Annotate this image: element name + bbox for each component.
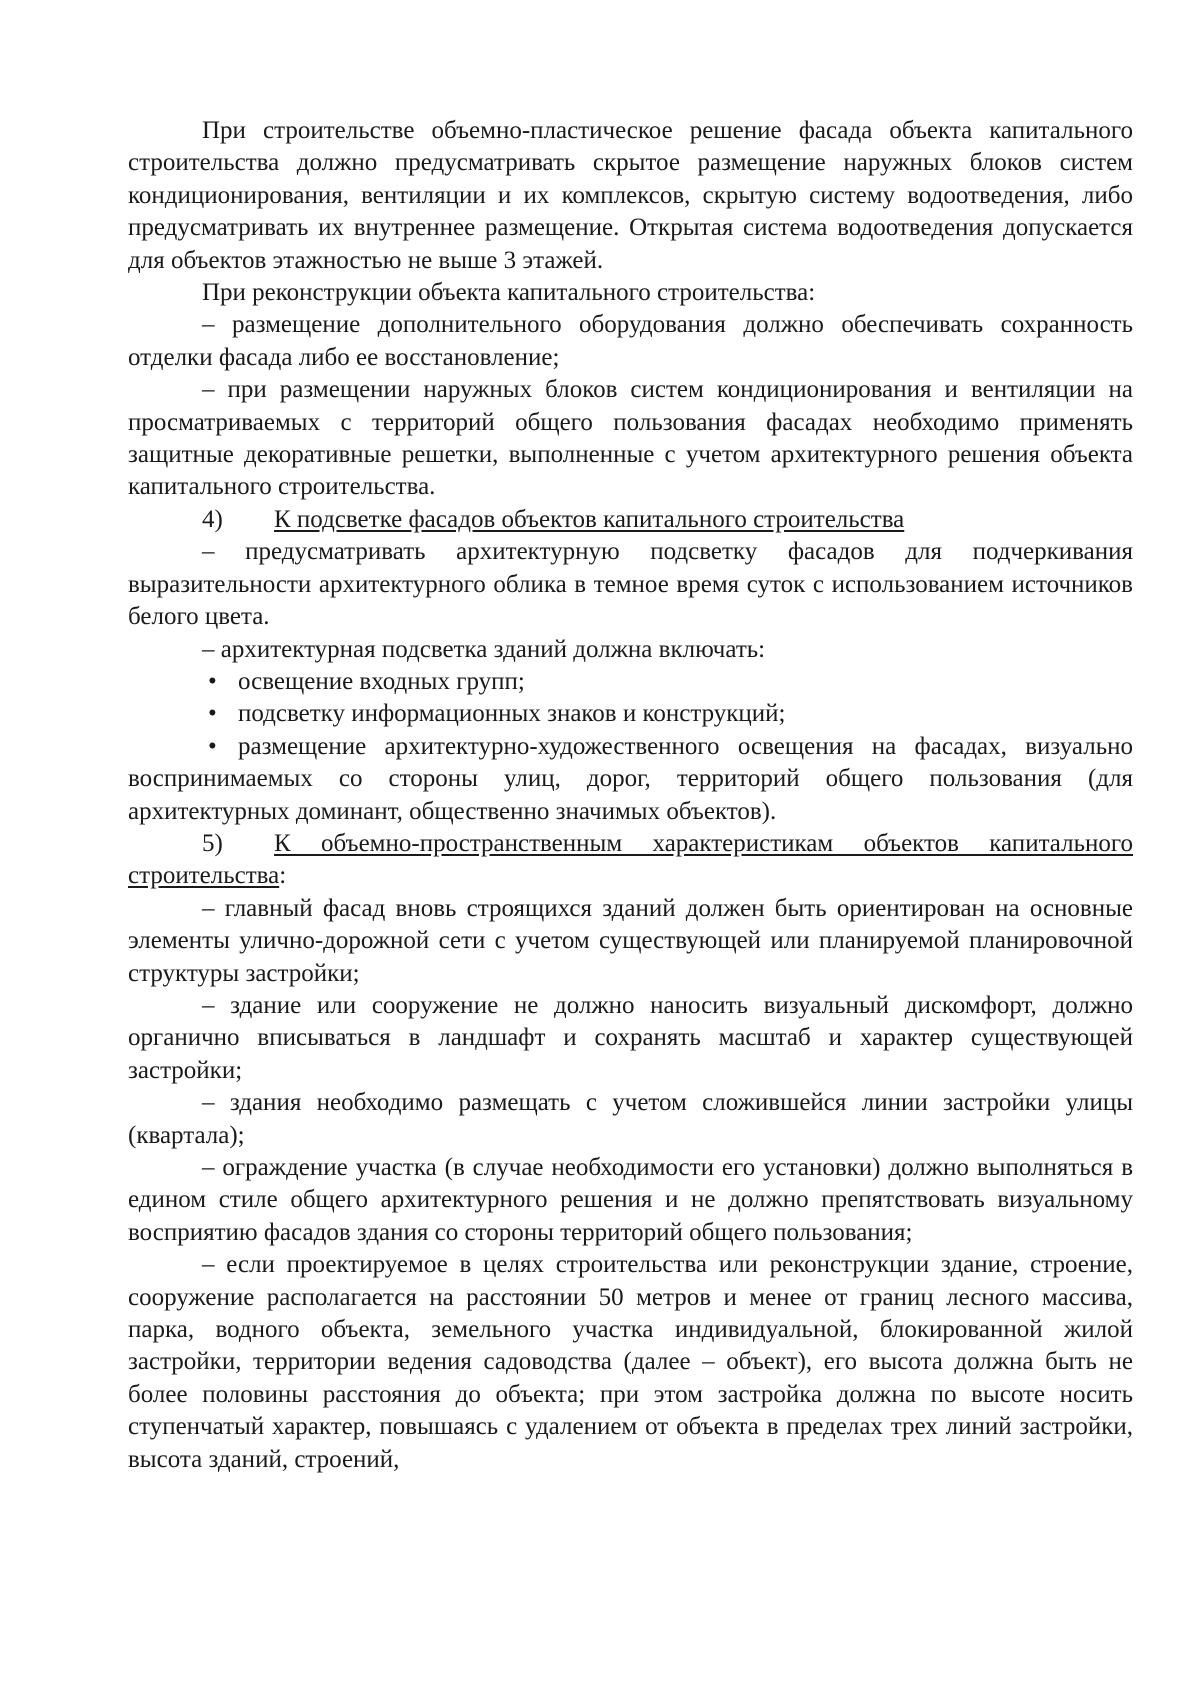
bullet-icon: •: [208, 732, 217, 760]
section-title-suffix: :: [279, 862, 287, 890]
bullet-icon: •: [208, 700, 217, 728]
bullet-item-1: [128, 666, 1133, 698]
bullet-item-3: [128, 731, 1133, 828]
bullet-item-2: [128, 698, 1133, 730]
bullet-text: освещение входных групп;: [238, 667, 525, 695]
paragraph-4: – при размещении наружных блоков систем кондиционирования и вентиляции на просматриваемых с территорий общего пользования фасадах необходимо применять защитные декоративные решетки, выполненные с учетом архитектурного решения объекта капитального строительства.: [128, 376, 1133, 501]
paragraph-5: – предусматривать архитектурную подсветку фасадов для подчеркивания выразительности архитектурного облика в темное время суток с использованием источников белого цвета.: [128, 538, 1133, 631]
section-number: 5): [202, 829, 223, 857]
bullet-text: размещение архитектурно-художественного освещения на фасадах, визуально воспринимаемых со стороны улиц, дорог, территорий общего пользования (для архитектурных доминант, общественно значимых объектов).: [128, 732, 1133, 825]
paragraph-10: – ограждение участка (в случае необходимости его установки) должно выполняться в едином стиле общего архитектурного решения и не должно препятствовать визуальному восприятию фасадов здания со стороны территорий общего пользования;: [128, 1154, 1133, 1246]
paragraph-11: – если проектируемое в целях строительства или реконструкции здание, строение, сооружение располагается на расстоянии 50 метров и менее от границ лесного массива, парка, водного объекта, земельного участка индивидуальной, блокированной жилой застройки, территории ведения садоводства (далее – объект), его высота должна быть не более половины расстояния до объекта; при этом застройка должна по высоте носить ступенчатый характер, повышаясь с удалением от объекта в пределах трех линий застройки, высота зданий, строений,: [128, 1251, 1133, 1473]
paragraph-8: – здание или сооружение не должно наносить визуальный дискомфорт, должно органично вписываться в ландшафт и сохранять масштаб и характер существующей застройки;: [128, 991, 1133, 1084]
bullet-text: подсветку информационных знаков и конструкций;: [238, 700, 786, 728]
section-number: 4): [202, 505, 223, 533]
paragraph-7: – главный фасад вновь строящихся зданий должен быть ориентирован на основные элементы улично-дорожной сети с учетом существующей или планируемой планировочной структуры застройки;: [128, 894, 1133, 987]
paragraph-6: – архитектурная подсветка зданий должна включать:: [202, 635, 766, 663]
section-title: К объемно-пространственным характеристикам объектов капитального строительства: [128, 829, 1133, 890]
section-heading-4: [128, 504, 1133, 536]
bullet-icon: •: [208, 667, 217, 695]
section-heading-5: [128, 828, 1133, 893]
paragraph-1: При строительстве объемно-пластическое решение фасада объекта капитального строительства должно предусматривать скрытое размещение наружных блоков систем кондиционирования, вентиляции и их комплексов, скрытую систему водоотведения, либо предусматривать их внутреннее размещение. Открытая система водоотведения допускается для объектов этажностью не выше 3 этажей.: [128, 117, 1133, 274]
document-body: [128, 115, 1133, 1476]
paragraph-9: – здания необходимо размещать с учетом сложившейся линии застройки улицы (квартала);: [128, 1089, 1133, 1149]
paragraph-3: – размещение дополнительного оборудования должно обеспечивать сохранность отделки фасада либо ее восстановление;: [128, 311, 1133, 371]
paragraph-2: При реконструкции объекта капитального строительства:: [202, 279, 816, 307]
section-title: К подсветке фасадов объектов капитального строительства: [274, 505, 905, 533]
